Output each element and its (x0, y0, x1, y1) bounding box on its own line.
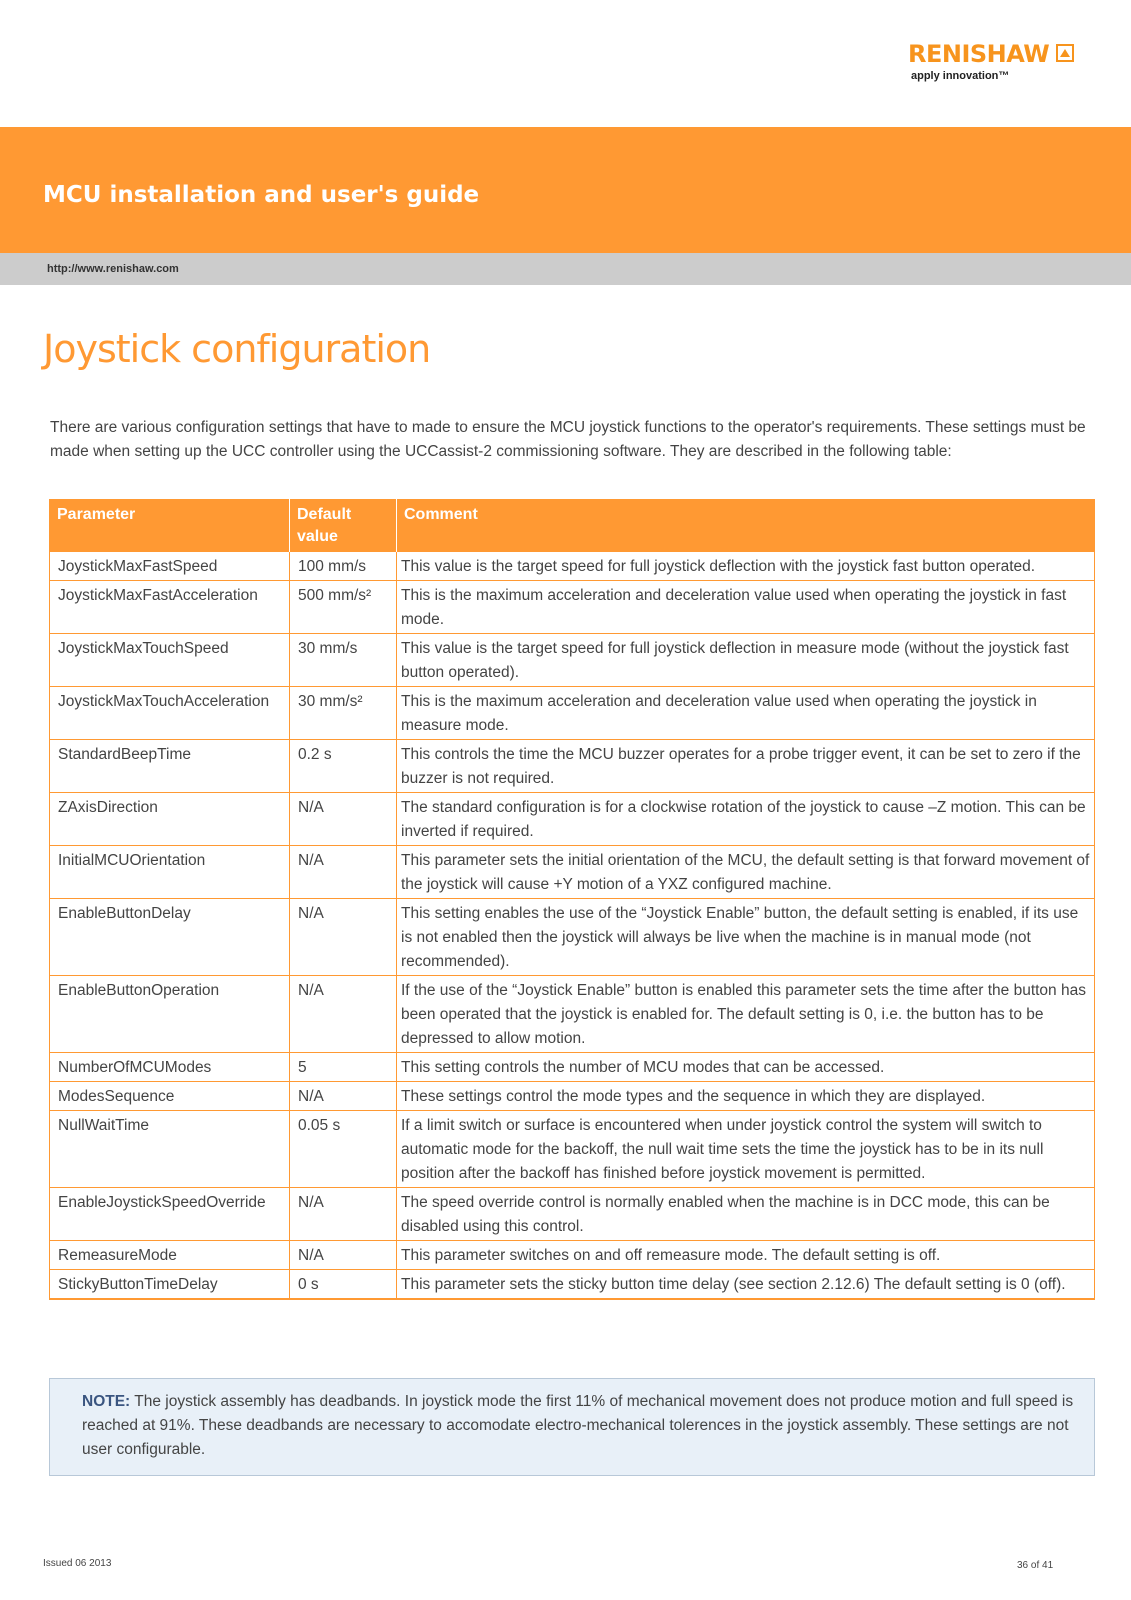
default-value-cell: 0.2 s (290, 740, 397, 793)
url-bar (0, 253, 1131, 285)
default-value-cell: N/A (290, 1188, 397, 1241)
logo-tagline: apply innovation™ (911, 70, 1010, 82)
table-row (50, 976, 1095, 1053)
default-value-cell: N/A (290, 793, 397, 846)
default-value-cell: 30 mm/s (290, 634, 397, 687)
column-header-parameter: Parameter (50, 499, 290, 552)
comment-cell: This parameter sets the initial orientation of the MCU, the default setting is that forward movement of the joystick will cause +Y motion of a YXZ configured machine. (397, 846, 1095, 899)
table-row (50, 846, 1095, 899)
comment-cell: These settings control the mode types and the sequence in which they are displayed. (397, 1082, 1095, 1111)
default-value-cell: 0 s (290, 1270, 397, 1300)
intro-paragraph: There are various configuration settings that have to made to ensure the MCU joystick functions to the operator's requirements. These settings must be made when setting up the UCC controller using the UCCassist-2 commissioning software. They are described in the following table: (50, 419, 1086, 460)
parameter-cell: JoystickMaxFastSpeed (50, 552, 290, 581)
table-row (50, 1270, 1095, 1300)
comment-cell: This setting controls the number of MCU modes that can be accessed. (397, 1053, 1095, 1082)
column-header-comment: Comment (397, 499, 1095, 552)
table-row (50, 581, 1095, 634)
table-row (50, 687, 1095, 740)
comment-cell: This setting enables the use of the “Joystick Enable” button, the default setting is enabled, if its use is not enabled then the joystick will always be live when the machine is in manual mode (not recommended). (397, 899, 1095, 976)
default-value-cell: 0.05 s (290, 1111, 397, 1188)
issued-date: Issued 06 2013 (43, 1558, 112, 1569)
table-row (50, 899, 1095, 976)
comment-cell: If the use of the “Joystick Enable” button is enabled this parameter sets the time after the button has been operated that the joystick is enabled for. The default setting is 0, i.e. the button has to be depressed to allow motion. (397, 976, 1095, 1053)
page-number: 36 of 41 (1017, 1560, 1054, 1571)
parameter-cell: EnableButtonDelay (50, 899, 290, 976)
parameter-cell: StandardBeepTime (50, 740, 290, 793)
table-row (50, 1082, 1095, 1111)
document-title: MCU installation and user's guide (43, 182, 480, 208)
default-value-cell: N/A (290, 846, 397, 899)
renishaw-logo (908, 40, 1088, 84)
comment-cell: This is the maximum acceleration and deceleration value used when operating the joystick in fast mode. (397, 581, 1095, 634)
table-header-row (50, 499, 1095, 552)
default-value-cell: 30 mm/s² (290, 687, 397, 740)
table-row (50, 1188, 1095, 1241)
table-row (50, 552, 1095, 581)
note-label: NOTE: (82, 1393, 131, 1410)
parameter-cell: RemeasureMode (50, 1241, 290, 1270)
default-value-cell: 500 mm/s² (290, 581, 397, 634)
default-value-cell: N/A (290, 1241, 397, 1270)
parameter-cell: JoystickMaxTouchAcceleration (50, 687, 290, 740)
default-value-cell: 5 (290, 1053, 397, 1082)
parameter-cell: EnableButtonOperation (50, 976, 290, 1053)
parameter-cell: EnableJoystickSpeedOverride (50, 1188, 290, 1241)
title-banner (0, 127, 1131, 253)
column-header-default-value: Default value (290, 499, 397, 552)
note-box (49, 1378, 1095, 1476)
default-value-cell: N/A (290, 899, 397, 976)
table-body (50, 552, 1095, 1300)
default-value-cell: N/A (290, 976, 397, 1053)
comment-cell: This controls the time the MCU buzzer operates for a probe trigger event, it can be set to zero if the buzzer is not required. (397, 740, 1095, 793)
comment-cell: The standard configuration is for a clockwise rotation of the joystick to cause –Z motion. This can be inverted if required. (397, 793, 1095, 846)
parameter-cell: StickyButtonTimeDelay (50, 1270, 290, 1300)
section-heading: Joystick configuration (43, 327, 431, 371)
comment-cell: This parameter switches on and off remeasure mode. The default setting is off. (397, 1241, 1095, 1270)
logo-wordmark: RENISHAW (908, 40, 1050, 68)
parameter-cell: JoystickMaxTouchSpeed (50, 634, 290, 687)
comment-cell: This parameter sets the sticky button time delay (see section 2.12.6) The default setting is 0 (off). (397, 1270, 1095, 1300)
comment-cell: This is the maximum acceleration and deceleration value used when operating the joystick in measure mode. (397, 687, 1095, 740)
joystick-parameters-table (49, 499, 1095, 1300)
parameter-cell: ModesSequence (50, 1082, 290, 1111)
table-row (50, 1111, 1095, 1188)
parameter-cell: InitialMCUOrientation (50, 846, 290, 899)
comment-cell: The speed override control is normally enabled when the machine is in DCC mode, this can be disabled using this control. (397, 1188, 1095, 1241)
parameter-cell: NumberOfMCUModes (50, 1053, 290, 1082)
default-value-cell: N/A (290, 1082, 397, 1111)
logo-emblem-icon (1056, 44, 1074, 67)
table-row (50, 793, 1095, 846)
parameter-cell: ZAxisDirection (50, 793, 290, 846)
parameter-cell: JoystickMaxFastAcceleration (50, 581, 290, 634)
table-row (50, 1053, 1095, 1082)
comment-cell: This value is the target speed for full joystick deflection in measure mode (without the joystick fast button operated). (397, 634, 1095, 687)
table-row (50, 740, 1095, 793)
table-row (50, 1241, 1095, 1270)
default-value-cell: 100 mm/s (290, 552, 397, 581)
website-link[interactable]: http://www.renishaw.com (47, 263, 179, 275)
comment-cell: This value is the target speed for full joystick deflection with the joystick fast button operated. (397, 552, 1095, 581)
table-row (50, 634, 1095, 687)
note-text: The joystick assembly has deadbands. In joystick mode the first 11% of mechanical movement does not produce motion and full speed is reached at 91%. These deadbands are necessary to accomodate electro-mechanical tolerences in the joystick assembly. These settings are not user configurable. (82, 1393, 1074, 1458)
parameter-cell: NullWaitTime (50, 1111, 290, 1188)
comment-cell: If a limit switch or surface is encountered when under joystick control the system will switch to automatic mode for the backoff, the null wait time sets the time the joystick has to be in its null position after the backoff has finished before joystick movement is permitted. (397, 1111, 1095, 1188)
